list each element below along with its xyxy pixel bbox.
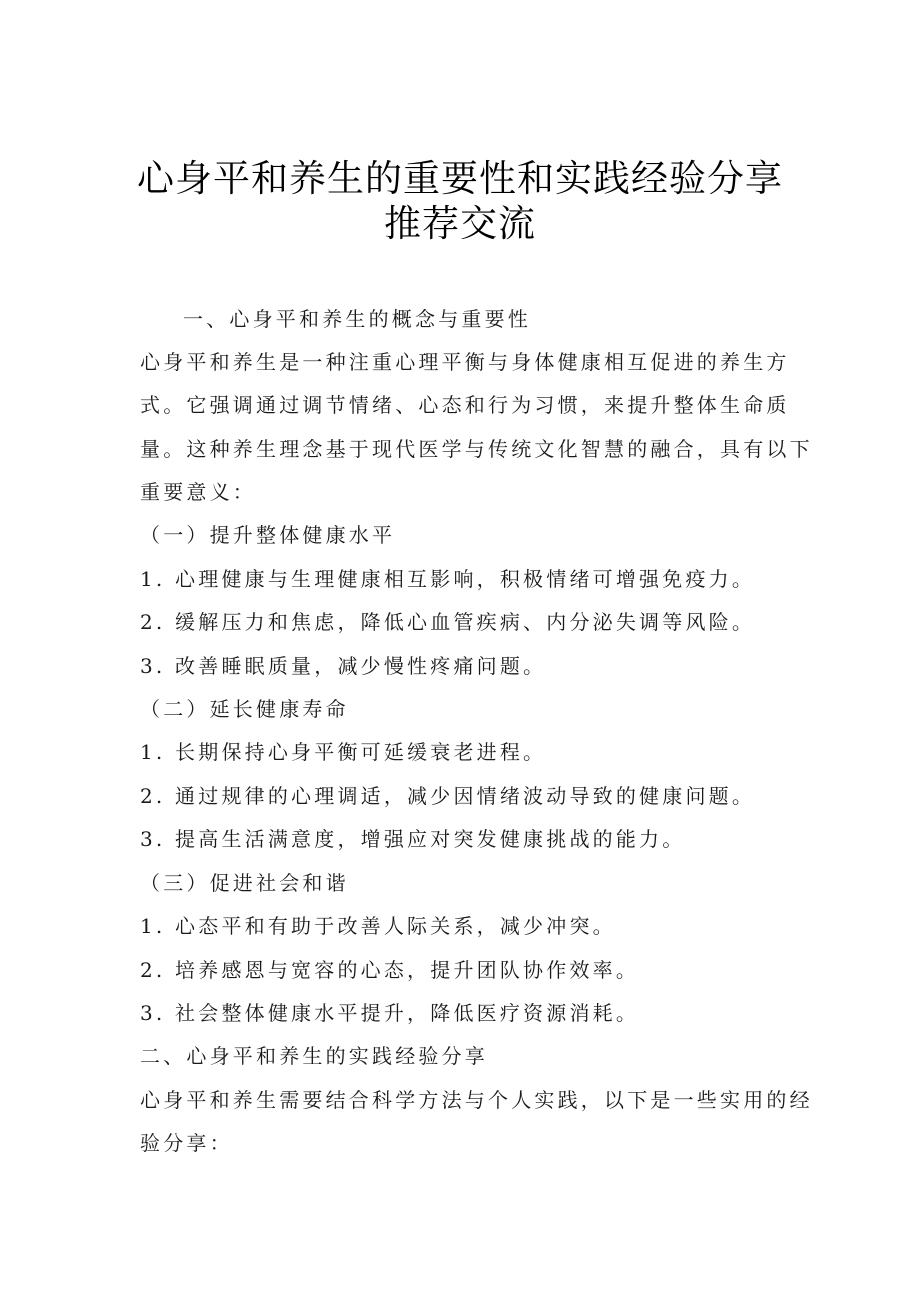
list-item: 2. 通过规律的心理调适，减少因情绪波动导致的健康问题。 bbox=[140, 784, 756, 808]
section-2-paragraph-line: 验分享： bbox=[140, 1131, 233, 1155]
list-item: 1. 心理健康与生理健康相互影响，积极情绪可增强免疫力。 bbox=[140, 567, 756, 591]
section-2-paragraph-line: 心身平和养生需要结合科学方法与个人实践，以下是一些实用的经 bbox=[140, 1088, 813, 1112]
list-item: 3. 提高生活满意度，增强应对突发健康挑战的能力。 bbox=[140, 827, 686, 851]
section-1-paragraph-line: 重要意义： bbox=[140, 480, 256, 504]
section-1-paragraph-line: 式。它强调通过调节情绪、心态和行为习惯，来提升整体生命质 bbox=[140, 393, 790, 417]
subsection-2-heading: （二）延长健康寿命 bbox=[140, 697, 349, 721]
section-1-paragraph-line: 心身平和养生是一种注重心理平衡与身体健康相互促进的养生方 bbox=[140, 350, 790, 374]
list-item: 1. 长期保持心身平衡可延缓衰老进程。 bbox=[140, 740, 547, 764]
document-title-line-2: 推荐交流 bbox=[384, 202, 536, 245]
list-item: 1. 心态平和有助于改善人际关系，减少冲突。 bbox=[140, 914, 616, 938]
list-item: 3. 改善睡眠质量，减少慢性疼痛问题。 bbox=[140, 654, 547, 678]
section-1-heading: 一、心身平和养生的概念与重要性 bbox=[183, 307, 531, 331]
section-1-paragraph-line: 量。这种养生理念基于现代医学与传统文化智慧的融合，具有以下 bbox=[140, 437, 813, 461]
list-item: 2. 培养感恩与宽容的心态，提升团队协作效率。 bbox=[140, 958, 640, 982]
section-2-heading: 二、心身平和养生的实践经验分享 bbox=[140, 1044, 488, 1068]
subsection-1-heading: （一）提升整体健康水平 bbox=[140, 523, 396, 547]
document-title-line-1: 心身平和养生的重要性和实践经验分享 bbox=[137, 157, 783, 200]
list-item: 2. 缓解压力和焦虑，降低心血管疾病、内分泌失调等风险。 bbox=[140, 610, 756, 634]
list-item: 3. 社会整体健康水平提升，降低医疗资源消耗。 bbox=[140, 1001, 640, 1025]
subsection-3-heading: （三）促进社会和谐 bbox=[140, 871, 349, 895]
